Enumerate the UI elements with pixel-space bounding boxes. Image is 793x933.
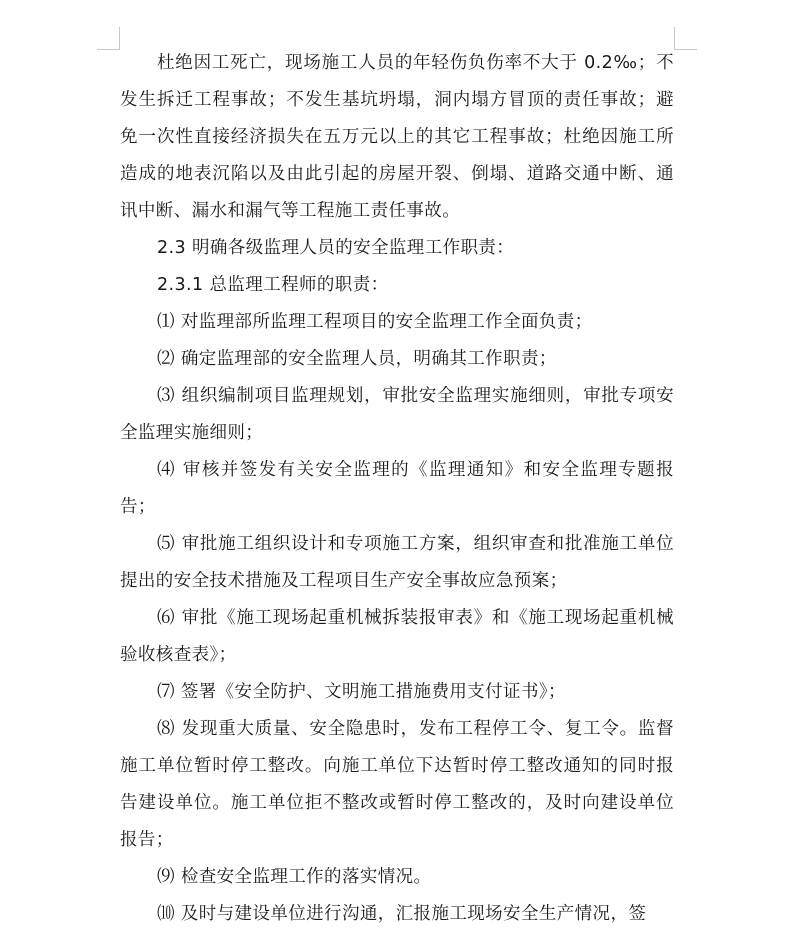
list-item-10: ⑽ 及时与建设单位进行沟通，汇报施工现场安全生产情况，签 (157, 904, 647, 924)
list-item-4: ⑷ 审核并签发有关安全监理的《监理通知》和安全监理专题报告； (120, 460, 674, 517)
list-item-9: ⑼ 检查安全监理工作的落实情况。 (157, 867, 432, 887)
list-item-7: ⑺ 签署《安全防护、文明施工措施费用支付证书》； (157, 682, 566, 702)
section-heading-2-3-1: 2.3.1 总监理工程师的职责： (157, 275, 389, 295)
list-item-8: ⑻ 发现重大质量、安全隐患时，发布工程停工令、复工令。监督施工单位暂时停工整改。向施工单位下达暂时停工整改通知的同时报告建设单位。施工单位拒不整改或暂时停工整改的，及时向建设单位报告； (120, 719, 674, 850)
document-body (120, 45, 674, 933)
margin-mark-top-right (674, 27, 697, 50)
paragraph-safety-goals: 杜绝因工死亡，现场施工人员的年轻伤负伤率不大于 0.2‰；不发生拆迁工程事故；不发生基坑坍塌，洞内塌方冒顶的责任事故；避免一次性直接经济损失在五万元以上的其它工程事故；杜绝因施工所造成的地表沉陷以及由此引起的房屋开裂、倒塌、道路交通中断、通讯中断、漏水和漏气等工程施工责任事故。 (120, 53, 674, 221)
list-item-5: ⑸ 审批施工组织设计和专项施工方案，组织审查和批准施工单位提出的安全技术措施及工程项目生产安全事故应急预案； (120, 534, 674, 591)
list-item-1: ⑴ 对监理部所监理工程项目的安全监理工作全面负责； (157, 312, 593, 332)
list-item-3: ⑶ 组织编制项目监理规划，审批安全监理实施细则，审批专项安全监理实施细则； (120, 386, 674, 443)
margin-mark-top-left (97, 27, 120, 50)
list-item-6: ⑹ 审批《施工现场起重机械拆装报审表》和《施工现场起重机械验收核查表》； (120, 608, 674, 665)
list-item-2: ⑵ 确定监理部的安全监理人员，明确其工作职责； (157, 349, 557, 369)
section-heading-2-3: 2.3 明确各级监理人员的安全监理工作职责： (157, 238, 515, 258)
